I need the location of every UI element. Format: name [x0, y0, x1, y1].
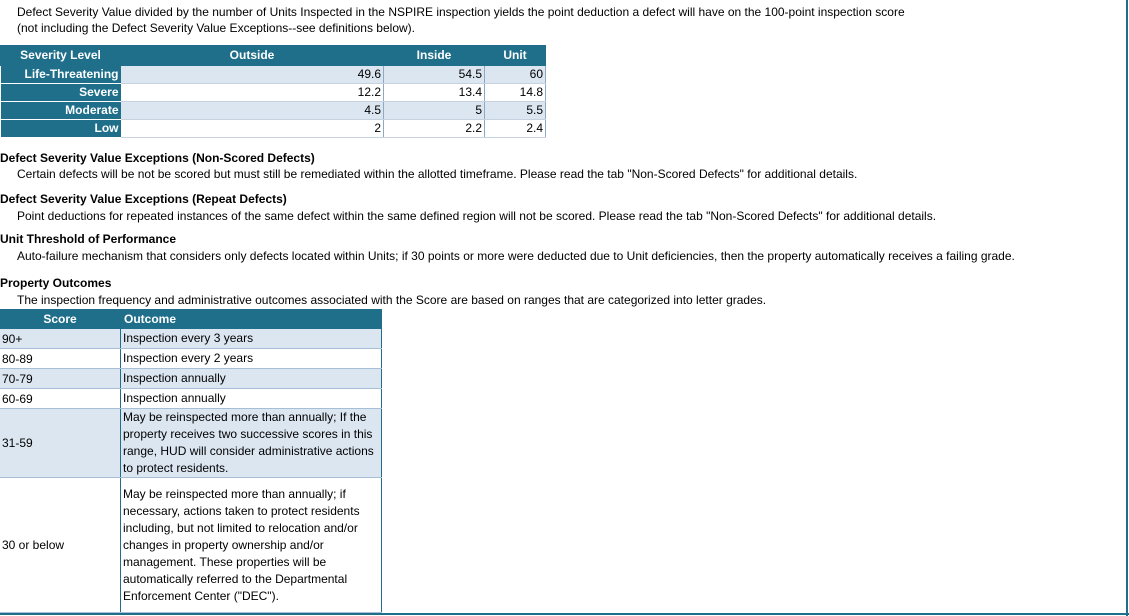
- intro-line-1: Defect Severity Value divided by the number of Units Inspected in the NSPIRE inspection yields the point deduction a defect will have on the 100-point inspection score: [17, 5, 905, 19]
- score-cell[interactable]: 70-79: [0, 369, 121, 389]
- outcome-cell[interactable]: Inspection annually: [121, 389, 382, 409]
- outcome-row: [0, 409, 382, 478]
- outcome-cell[interactable]: May be reinspected more than annually; If the property receives two successive scores in this range, HUD will consider administrative actions to protect residents.: [121, 409, 382, 478]
- inside-value[interactable]: 54.5: [384, 66, 485, 84]
- non-scored-body: Certain defects will be not be scored but must still be remediated within the allotted timeframe. Please read the tab "Non-Scored Defects" for additional details.: [17, 167, 858, 181]
- outside-value[interactable]: 2: [121, 120, 384, 138]
- outcomes-table: [0, 309, 382, 613]
- score-cell[interactable]: 30 or below: [0, 478, 121, 613]
- outcomes-table-header: [0, 309, 382, 329]
- outside-value[interactable]: 4.5: [121, 102, 384, 120]
- repeat-defects-body: Point deductions for repeated instances of the same defect within the same defined region will not be scored. Please read the tab "Non-Scored Defects" for additional details.: [17, 209, 937, 223]
- non-scored-title: Defect Severity Value Exceptions (Non-Scored Defects): [0, 151, 315, 165]
- outcome-row: [0, 478, 382, 613]
- header-score: Score: [0, 309, 121, 329]
- outside-value[interactable]: 12.2: [121, 84, 384, 102]
- score-cell[interactable]: 60-69: [0, 389, 121, 409]
- property-outcomes-title: Property Outcomes: [0, 276, 112, 290]
- severity-table-header: [1, 46, 546, 66]
- severity-row-life-threatening: [1, 66, 546, 84]
- outcome-row: [0, 349, 382, 369]
- outcome-cell[interactable]: Inspection annually: [121, 369, 382, 389]
- severity-level-label: Moderate: [1, 102, 121, 120]
- outcome-cell[interactable]: Inspection every 2 years: [121, 349, 382, 369]
- repeat-defects-title: Defect Severity Value Exceptions (Repeat Defects): [0, 192, 287, 206]
- intro-line-2: (not including the Defect Severity Value Exceptions--see definitions below).: [17, 21, 415, 35]
- inside-value[interactable]: 2.2: [384, 120, 485, 138]
- severity-row-moderate: [1, 102, 546, 120]
- unit-value[interactable]: 5.5: [485, 102, 546, 120]
- unit-threshold-title: Unit Threshold of Performance: [0, 232, 177, 246]
- header-severity-level: Severity Level: [1, 46, 121, 66]
- outcome-cell[interactable]: Inspection every 3 years: [121, 329, 382, 349]
- score-cell[interactable]: 90+: [0, 329, 121, 349]
- unit-value[interactable]: 2.4: [485, 120, 546, 138]
- severity-table: [0, 45, 546, 138]
- unit-value[interactable]: 14.8: [485, 84, 546, 102]
- header-inside: Inside: [384, 46, 485, 66]
- header-unit: Unit: [485, 46, 546, 66]
- severity-level-label: Low: [1, 120, 121, 138]
- outcome-row: [0, 369, 382, 389]
- score-cell[interactable]: 80-89: [0, 349, 121, 369]
- sheet-bottom-border: [0, 613, 1129, 615]
- inside-value[interactable]: 13.4: [384, 84, 485, 102]
- outside-value[interactable]: 49.6: [121, 66, 384, 84]
- severity-level-label: Life-Threatening: [1, 66, 121, 84]
- outcome-row: [0, 329, 382, 349]
- severity-row-severe: [1, 84, 546, 102]
- header-outcome: Outcome: [121, 309, 382, 329]
- header-outside: Outside: [121, 46, 384, 66]
- unit-threshold-body: Auto-failure mechanism that considers only defects located within Units; if 30 points or more were deducted due to Unit deficiencies, then the property automatically receives a failing grade.: [17, 249, 1015, 263]
- outcome-row: [0, 389, 382, 409]
- sheet-right-border: [1126, 0, 1128, 616]
- property-outcomes-body: The inspection frequency and administrative outcomes associated with the Score are based on ranges that are categorized into letter grades.: [17, 293, 767, 307]
- severity-level-label: Severe: [1, 84, 121, 102]
- unit-value[interactable]: 60: [485, 66, 546, 84]
- outcome-cell[interactable]: May be reinspected more than annually; if necessary, actions taken to protect residents including, but not limited to relocation and/or changes in property ownership and/or management. These properties will be automatically referred to the Departmental Enforcement Center ("DEC").: [121, 478, 382, 613]
- severity-row-low: [1, 120, 546, 138]
- score-cell[interactable]: 31-59: [0, 409, 121, 478]
- inside-value[interactable]: 5: [384, 102, 485, 120]
